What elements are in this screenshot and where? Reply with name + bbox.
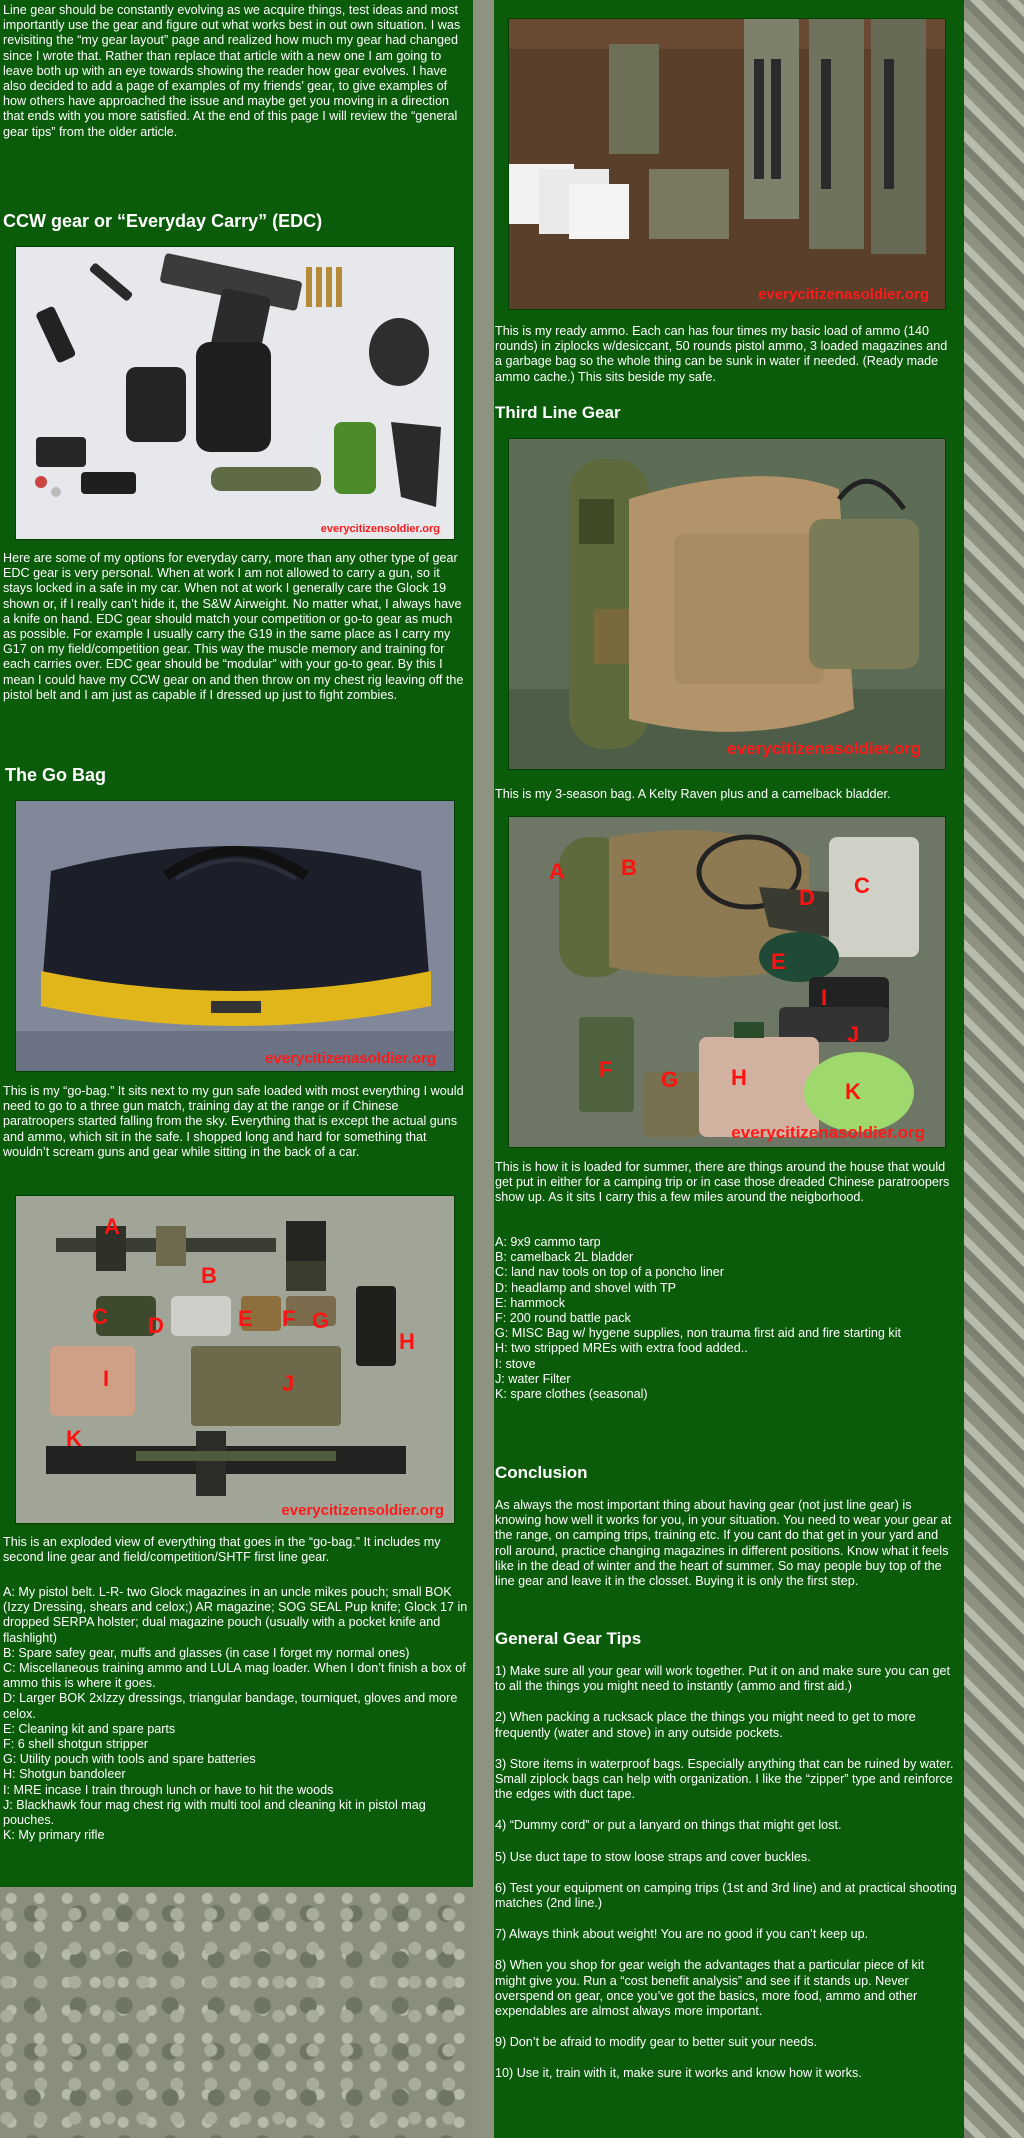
loaded-label-e: E xyxy=(771,949,786,974)
loaded-watermark: everycitizenasoldier.org xyxy=(731,1123,925,1142)
third-line-illustration xyxy=(509,439,945,769)
gobag-photo xyxy=(15,800,455,1072)
loaded-label-b: B xyxy=(621,855,637,880)
list-item: J: water Filter xyxy=(495,1371,571,1386)
loaded-label-k: K xyxy=(845,1079,861,1104)
exploded-label-g: G xyxy=(312,1308,330,1333)
exploded-label-k: K xyxy=(66,1426,82,1451)
edc-paragraph: Here are some of my options for everyday carry, more than any other type of gear EDC gear is very personal. When at work I am not allowed to carry a gun, so it stays locked in a safe in my car. When not at work I generally care the Glock 19 shown or, if I really can’t hide it, the S&W Airweight. No matter what, I always have a knife on hand. EDC gear should match your competition or go-to gear as much as possible. For example I usually carry the G19 in the same place as I carry my G17 on my field/competition gear. This way the muscle memory and training for each carries over. EDC gear should be “modular” with your go-to gear. By this I mean I could have my CCW gear on and then throw on my chest rig leaving off the pistol belt and I am just as capable if I dressed up just to fight zombies. xyxy=(3,551,464,702)
loaded-photo xyxy=(508,816,946,1148)
ammo-watermark: everycitizenasoldier.org xyxy=(758,286,929,303)
loaded-label-h: H xyxy=(731,1065,747,1090)
third-line-heading: Third Line Gear xyxy=(495,403,621,422)
tip-item: 2) When packing a rucksack place the things you might need to get to more frequently (water and stove) in any outside pockets. xyxy=(495,1710,916,1740)
loaded-label-f: F xyxy=(599,1057,613,1082)
list-item: J: Blackhawk four mag chest rig with multi tool and cleaning kit in pistol mag pouches. xyxy=(3,1797,426,1828)
list-item: B: Spare safey gear, muffs and glasses (in case I forget my normal ones) xyxy=(3,1645,410,1660)
list-item: F: 6 shell shotgun stripper xyxy=(3,1737,148,1752)
tip-item: 6) Test your equipment on camping trips (1st and 3rd line) and at practical shooting matches (2nd line.) xyxy=(495,1880,957,1911)
exploded-list xyxy=(3,1585,468,1843)
loaded-label-d: D xyxy=(799,885,815,910)
list-item: K: spare clothes (seasonal) xyxy=(495,1387,648,1402)
list-item: H: two stripped MREs with extra food added.. xyxy=(495,1341,748,1356)
list-item: D: headlamp and shovel with TP xyxy=(495,1280,677,1295)
exploded-label-d: D xyxy=(148,1313,164,1338)
ammo-photo xyxy=(508,18,946,310)
tip-item: 9) Don’t be afraid to modify gear to better suit your needs. xyxy=(495,2035,818,2050)
exploded-photo xyxy=(15,1195,455,1524)
conclusion-paragraph: As always the most important thing about having gear (not just line gear) is knowing how well it works for you, in your situation. You need to wear your gear at the range, on camping trips, training etc. If you cant do that get in your yard and roll around, practice changing magazines in different positions. Know what it feels like in the dead of winter and the heart of summer. So may people buy top of the line gear and leave it in the closset. Buying it is only the first step. xyxy=(495,1498,952,1589)
list-item: I: MRE incase I train through lunch or have to hit the woods xyxy=(3,1782,334,1797)
loaded-label-a: A xyxy=(549,859,565,884)
exploded-label-h: H xyxy=(399,1329,415,1354)
list-item: B: camelback 2L bladder xyxy=(495,1250,634,1265)
tip-item: 7) Always think about weight! You are no good if you can’t keep up. xyxy=(495,1927,869,1942)
exploded-paragraph: This is an exploded view of everything that goes in the “go-bag.” It includes my second line gear and field/competition/SHTF first line gear. xyxy=(3,1535,441,1565)
intro-paragraph: Line gear should be constantly evolving as we acquire things, test ideas and most importantly use the gear and figure out what works best in out own situation. I was revisiting the “my gear layout” page and realized how much my gear had changed since I wrote that. Rather than replace that article with a new one I am going to leave both up with an eye towards showing the reader how gear evolves. I have also decided to add a page of examples of my friends’ gear, to give examples of how others have approached the issue and maybe get you moving in a direction that ends with you more satisfied. At the end of this page I will review the “general gear tips” from the older article. xyxy=(3,3,461,139)
list-item: D: Larger BOK 2xIzzy dressings, triangular bandage, tourniquet, gloves and more celox. xyxy=(3,1691,458,1721)
tip-item: 5) Use duct tape to stow loose straps and cover buckles. xyxy=(495,1849,811,1864)
edc-photo xyxy=(15,246,455,540)
ammo-illustration xyxy=(509,19,945,309)
exploded-label-b: B xyxy=(201,1263,217,1288)
exploded-label-e: E xyxy=(238,1306,253,1331)
gobag-paragraph: This is my “go-bag.” It sits next to my gun safe loaded with most everything I would need to go to a three gun match, training day at the range or if Chinese paratroopers started falling from the sky. Everything that is except the actual guns and ammo, which sit in the safe. I shopped long and hard for something that wouldn’t scream guns and gear while sitting in the back of a car. xyxy=(3,1084,464,1159)
loaded-label-g: G xyxy=(661,1067,679,1092)
exploded-illustration xyxy=(16,1196,454,1523)
right-column xyxy=(494,0,964,2138)
column-gutter xyxy=(473,0,494,2138)
exploded-label-c: C xyxy=(92,1304,108,1329)
loaded-list xyxy=(495,1235,957,1402)
third-line-photo xyxy=(508,438,946,770)
list-item: A: My pistol belt. L-R- two Glock magazines in an uncle mikes pouch; small BOK (Izzy Dressing, shears and celox;) AR magazine; SOG SEAL Pup knife; Glock 17 in dropped SERPA holster; dual magazine pouch (usually with a pocket knife and flashlight) xyxy=(3,1585,468,1645)
tip-item: 10) Use it, train with it, make sure it works and know how it works. xyxy=(495,2066,862,2081)
gobag-illustration xyxy=(16,801,454,1071)
tip-item: 4) “Dummy cord” or put a lanyard on things that might get lost. xyxy=(495,1818,842,1833)
left-column xyxy=(0,0,473,1887)
exploded-label-a: A xyxy=(104,1214,120,1239)
third-line-paragraph: This is my 3-season bag. A Kelty Raven plus and a camelback bladder. xyxy=(495,787,891,801)
edc-gear-illustration xyxy=(16,247,454,539)
conclusion-heading: Conclusion xyxy=(495,1463,588,1482)
tip-item: 8) When you shop for gear weigh the advantages that a particular piece of kit might give you. Run a “cost benefit analysis” and see if it stands up. Never overspend on gear, once you’ve got the basics, more food, ammo and other expendables are almost always more important. xyxy=(495,1958,925,2019)
edc-watermark: everycitizensoldier.org xyxy=(320,523,440,535)
loaded-paragraph: This is how it is loaded for summer, there are things around the house that would get put in either for a camping trip or in case those dreaded Chinese paratroopers show up. As it sits I carry this a few miles around the neigborhood. xyxy=(495,1160,950,1205)
loaded-label-i: I xyxy=(821,985,828,1010)
loaded-illustration xyxy=(509,817,945,1147)
exploded-label-j: J xyxy=(282,1371,295,1396)
list-item: K: My primary rifle xyxy=(3,1828,105,1843)
ammo-paragraph: This is my ready ammo. Each can has four times my basic load of ammo (140 rounds) in ziplocks w/desiccant, 50 rounds pistol ammo, 3 loaded magazines and a garbage bag so the whole thing can be sunk in water if needed. (Ready made ammo cache.) This sits beside my safe. xyxy=(495,324,948,384)
gobag-heading: The Go Bag xyxy=(5,765,107,785)
gobag-watermark: everycitizenasoldier.org xyxy=(265,1050,436,1067)
list-item: G: MISC Bag w/ hygene supplies, non trauma first aid and fire starting kit xyxy=(495,1326,901,1341)
list-item: I: stove xyxy=(495,1356,536,1371)
list-item: H: Shotgun bandoleer xyxy=(3,1767,126,1782)
loaded-label-j: J xyxy=(847,1022,860,1047)
tips-list xyxy=(495,1664,957,2082)
tip-item: 1) Make sure all your gear will work together. Put it on and make sure you can get to all the things you might need to instantly (ammo and first aid.) xyxy=(495,1664,951,1694)
list-item: E: hammock xyxy=(495,1295,565,1310)
exploded-label-f: F xyxy=(282,1306,296,1331)
exploded-label-i: I xyxy=(103,1366,110,1391)
tips-heading: General Gear Tips xyxy=(495,1629,642,1648)
list-item: C: Miscellaneous training ammo and LULA mag loader. When I don’t finish a box of ammo this is where it goes. xyxy=(3,1661,466,1691)
tip-item: 3) Store items in waterproof bags. Especially anything that can be ruined by water. Small ziplock bags can help with organization. I like the “zipper” type and reinforce the edges with duct tape. xyxy=(495,1756,954,1802)
loaded-label-c: C xyxy=(854,873,870,898)
list-item: A: 9x9 cammo tarp xyxy=(495,1235,601,1249)
list-item: G: Utility pouch with tools and spare batteries xyxy=(3,1752,256,1767)
camo-border xyxy=(964,0,1024,2138)
list-item: F: 200 round battle pack xyxy=(495,1311,631,1326)
third-line-watermark: everycitizenasoldier.org xyxy=(727,739,921,758)
list-item: E: Cleaning kit and spare parts xyxy=(3,1721,176,1736)
edc-heading: CCW gear or “Everyday Carry” (EDC) xyxy=(3,211,323,231)
list-item: C: land nav tools on top of a poncho liner xyxy=(495,1265,724,1280)
exploded-watermark: everycitizensoldier.org xyxy=(281,1502,444,1519)
